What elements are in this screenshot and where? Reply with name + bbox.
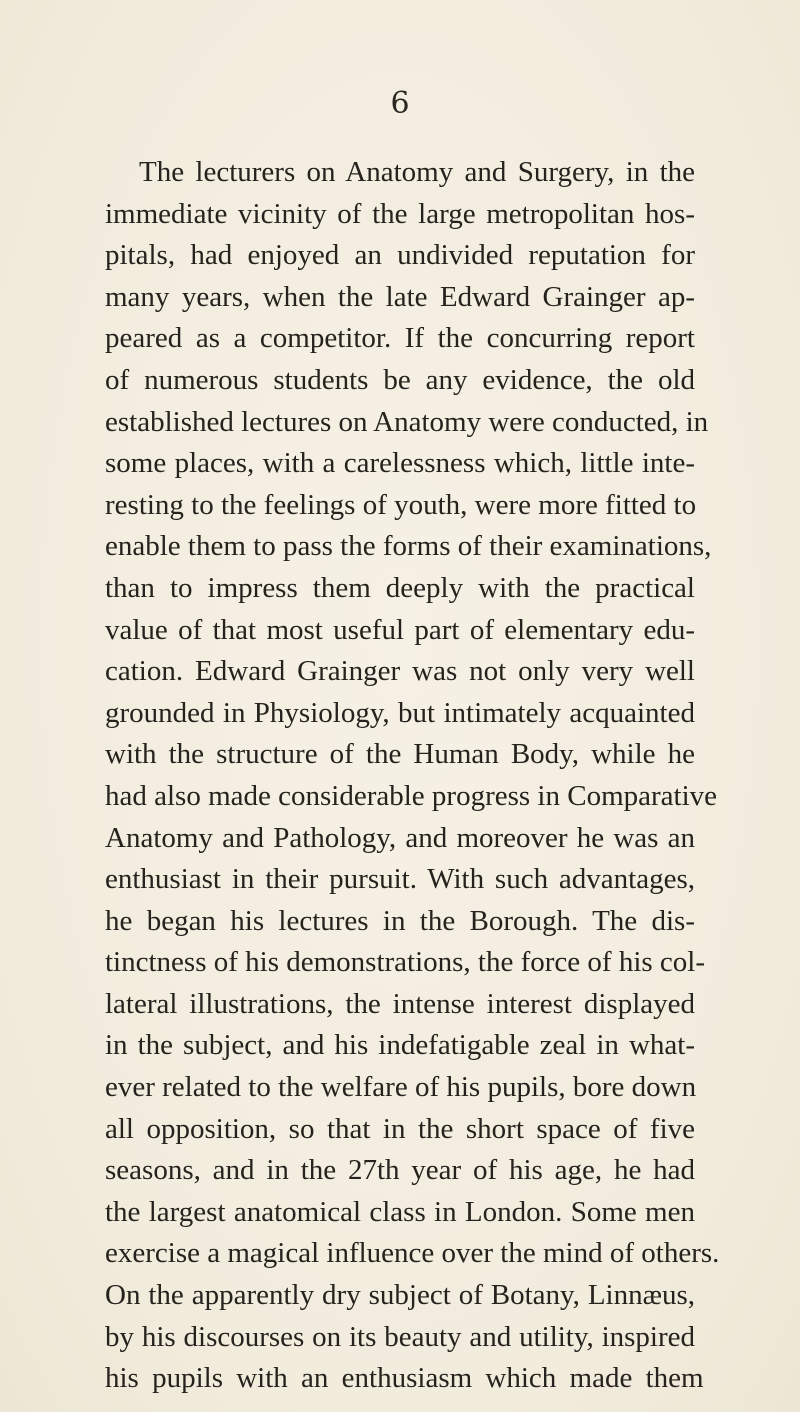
text-line: than to impress them deeply with the practical	[105, 571, 695, 604]
text-line: tinctness of his demonstrations, the force of his col-	[105, 946, 706, 979]
text-line: immediate vicinity of the large metropolitan hos-	[105, 197, 695, 230]
page-number: 6	[390, 86, 410, 121]
text-line: The lecturers on Anatomy and Surgery, in the	[139, 156, 695, 188]
text-line: the largest anatomical class in London. Some men	[105, 1195, 695, 1228]
text-line: established lectures on Anatomy were conducted, in	[105, 405, 709, 438]
text-line: seasons, and in the 27th year of his age, he had	[105, 1154, 695, 1187]
text-line: had also made considerable progress in Comparative	[105, 779, 718, 812]
text-line: he began his lectures in the Borough. The dis-	[105, 904, 695, 937]
text-line: grounded in Physiology, but intimately acquainted	[105, 696, 695, 729]
text-line: by his discourses on its beauty and utility, inspired	[105, 1320, 695, 1353]
body-paragraph	[105, 152, 720, 1400]
text-line: pitals, had enjoyed an undivided reputation for	[105, 239, 695, 272]
text-line: lateral illustrations, the intense interest displayed	[105, 987, 695, 1020]
text-line: value of that most useful part of elementary edu-	[105, 613, 695, 646]
text-line: Anatomy and Pathology, and moreover he was an	[105, 821, 695, 854]
text-line: peared as a competitor. If the concurring report	[105, 322, 695, 355]
text-line: enthusiast in their pursuit. With such advantages,	[105, 863, 695, 896]
text-line: enable them to pass the forms of their examinations,	[105, 530, 712, 563]
text-line: exercise a magical influence over the mind of others.	[105, 1237, 720, 1270]
text-line: On the apparently dry subject of Botany, Linnæus,	[105, 1279, 695, 1312]
text-line: some places, with a carelessness which, little inte-	[105, 447, 695, 480]
text-line: ever related to the welfare of his pupils, bore down	[105, 1071, 697, 1104]
text-line: resting to the feelings of youth, were more fitted to	[105, 488, 697, 521]
text-line: his pupils with an enthusiasm which made them	[105, 1362, 704, 1395]
text-line: many years, when the late Edward Grainger ap-	[105, 280, 695, 313]
text-line: with the structure of the Human Body, while he	[105, 738, 695, 771]
text-line: of numerous students be any evidence, the old	[105, 363, 695, 396]
text-line: all opposition, so that in the short space of five	[105, 1112, 695, 1145]
text-line: in the subject, and his indefatigable zeal in what-	[105, 1029, 695, 1062]
text-line: cation. Edward Grainger was not only very well	[105, 655, 695, 688]
